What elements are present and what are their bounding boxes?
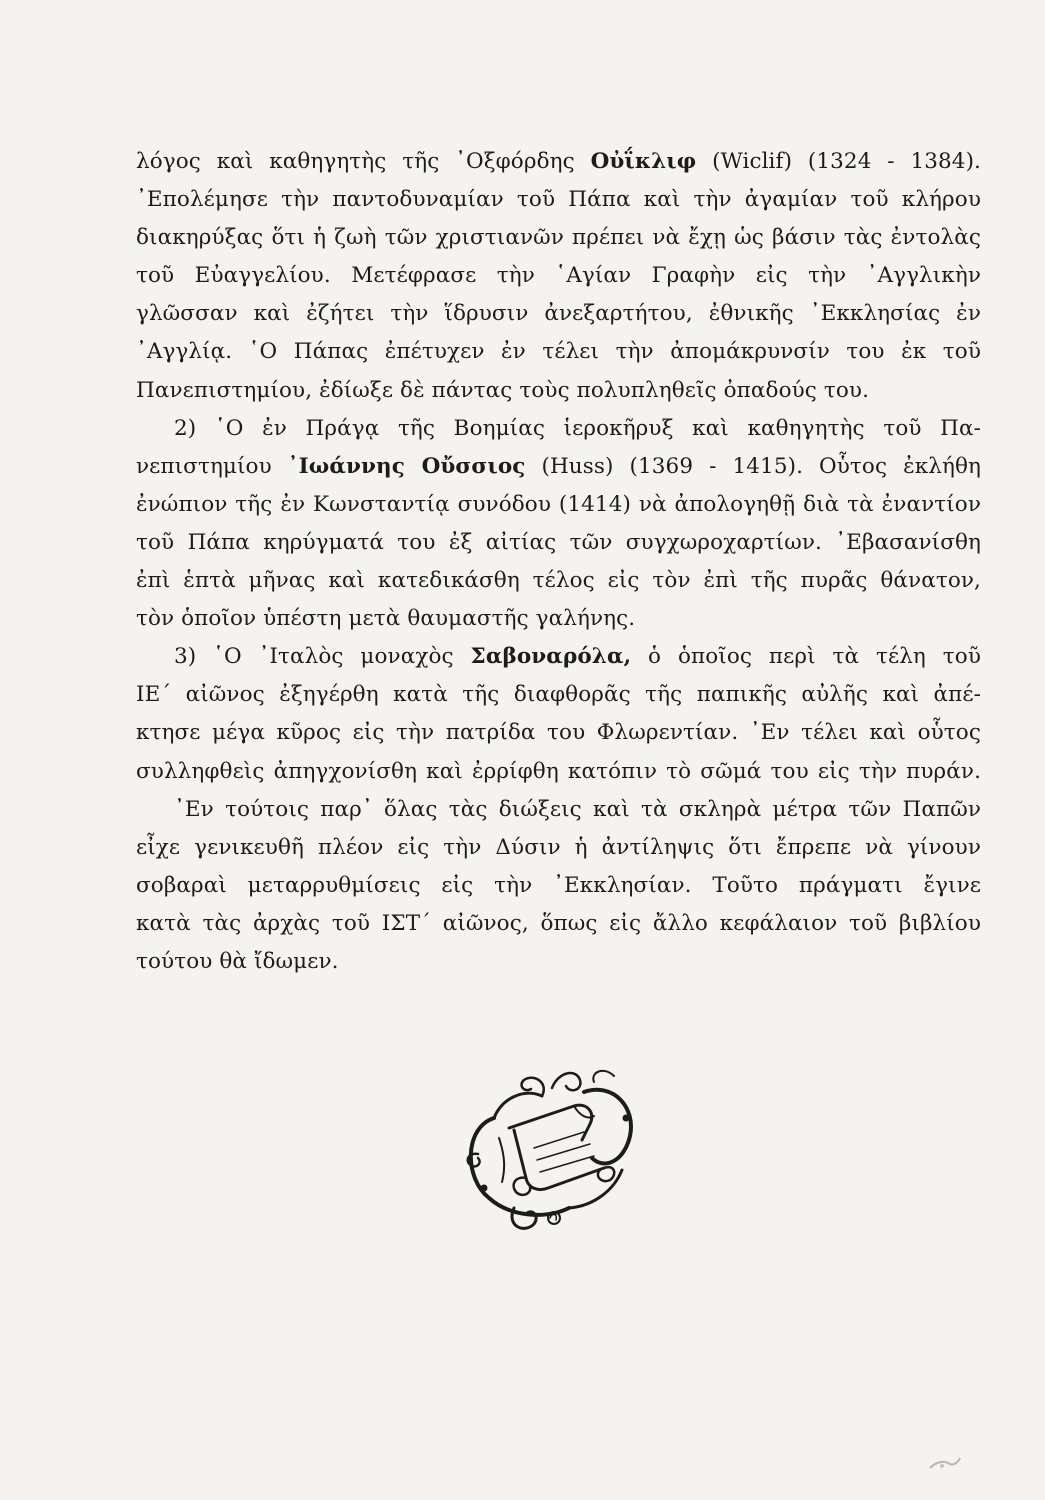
text-line-19: εἶχε γενικευθῆ πλέον εἰς τὴν Δύσιν ἡ ἀντίληψις ὅτι ἔπρεπε νὰ γίνουν — [136, 834, 981, 860]
text-line-8: 2) ῾Ο ἐν Πράγᾳ τῆς Βοημίας ἱεροκῆρυξ καὶ καθηγητὴς τοῦ Πα- — [174, 415, 981, 441]
text-line-16: κτησε μέγα κῦρος εἰς τὴν πατρίδα του Φλωρεντίαν. ᾿Εν τέλει καὶ οὗτος — [136, 720, 981, 746]
text-line-5: γλῶσσαν καὶ ἐζήτει τὴν ἵδρυσιν ἀνεξαρτήτου, ἐθνικῆς ᾿Εκκλησίας ἐν — [136, 301, 981, 327]
body-text — [136, 150, 981, 988]
text-line-2: ᾿Επολέμησε τὴν παντοδυναμίαν τοῦ Πάπα καὶ τὴν ἀγαμίαν τοῦ κλήρου — [136, 187, 981, 213]
text-line-15: ΙΕ΄ αἰῶνος ἐξηγέρθη κατὰ τῆς διαφθορᾶς τῆς παπικῆς αὐλῆς καὶ ἀπέ- — [136, 682, 981, 708]
text-line-6: ᾿Αγγλίᾳ. ῾Ο Πάπας ἐπέτυχεν ἐν τέλει τὴν ἀπομάκρυνσίν του ἐκ τοῦ — [136, 339, 981, 365]
text-line-18: ᾿Εν τούτοις παρ᾿ ὅλας τὰς διώξεις καὶ τὰ σκληρὰ μέτρα τῶν Παπῶν — [174, 796, 981, 822]
text-line-4: τοῦ Εὐαγγελίου. Μετέφρασε τὴν ῾Αγίαν Γραφὴν εἰς τὴν ᾿Αγγλικὴν — [136, 263, 981, 289]
text-line-7: Πανεπιστημίου, ἐδίωξε δὲ πάντας τοὺς πολυπληθεῖς ὀπαδούς του. — [136, 377, 870, 403]
text-line-14: 3) ῾Ο ᾿Ιταλὸς μοναχὸς Σαβοναρόλα, ὁ ὁποῖος περὶ τὰ τέλη τοῦ — [174, 644, 981, 670]
paper-speck-icon — [926, 1452, 962, 1474]
text-line-11: τοῦ Πάπα κηρύγματά του ἐξ αἰτίας τῶν συγχωροχαρτίων. ᾿Εβασανίσθη — [136, 529, 981, 555]
text-line-1: λόγος καὶ καθηγητὴς τῆς ᾿Οξφόρδης Οὐΐκλιφ (Wiclif) (1324 - 1384). — [136, 149, 981, 174]
text-line-17: συλληφθεὶς ἀπηγχονίσθη καὶ ἐρρίφθη κατόπιν τὸ σῶμά του εἰς τὴν πυράν. — [136, 758, 981, 784]
text-line-21: κατὰ τὰς ἀρχὰς τοῦ ΙΣΤ΄ αἰῶνος, ὅπως εἰς ἄλλο κεφάλαιον τοῦ βιβλίου — [136, 910, 981, 936]
text-line-3: διακηρύξας ὅτι ἡ ζωὴ τῶν χριστιανῶν πρέπει νὰ ἔχῃ ὡς βάσιν τὰς ἐντολὰς — [136, 225, 981, 251]
text-line-22: τούτου θὰ ἴδωμεν. — [136, 948, 339, 974]
text-line-20: σοβαραὶ μεταρρυθμίσεις εἰς τὴν ᾿Εκκλησίαν. Τοῦτο πράγματι ἔγινε — [136, 872, 981, 898]
text-line-12: ἐπὶ ἑπτὰ μῆνας καὶ κατεδικάσθη τέλος εἰς τὸν ἐπὶ τῆς πυρᾶς θάνατον, — [136, 568, 981, 594]
text-line-13: τὸν ὁποῖον ὑπέστη μετὰ θαυμαστῆς γαλήνης. — [136, 606, 636, 632]
text-line-10: ἐνώπιον τῆς ἐν Κωνσταντίᾳ συνόδου (1414) νὰ ἀπολογηθῇ διὰ τὰ ἐναντίον — [136, 491, 981, 517]
scroll-vignette-icon — [454, 1058, 654, 1238]
text-line-9: νεπιστημίου ᾿Ιωάννης Οὔσσιος (Huss) (1369 - 1415). Οὗτος ἐκλήθη — [136, 453, 982, 479]
